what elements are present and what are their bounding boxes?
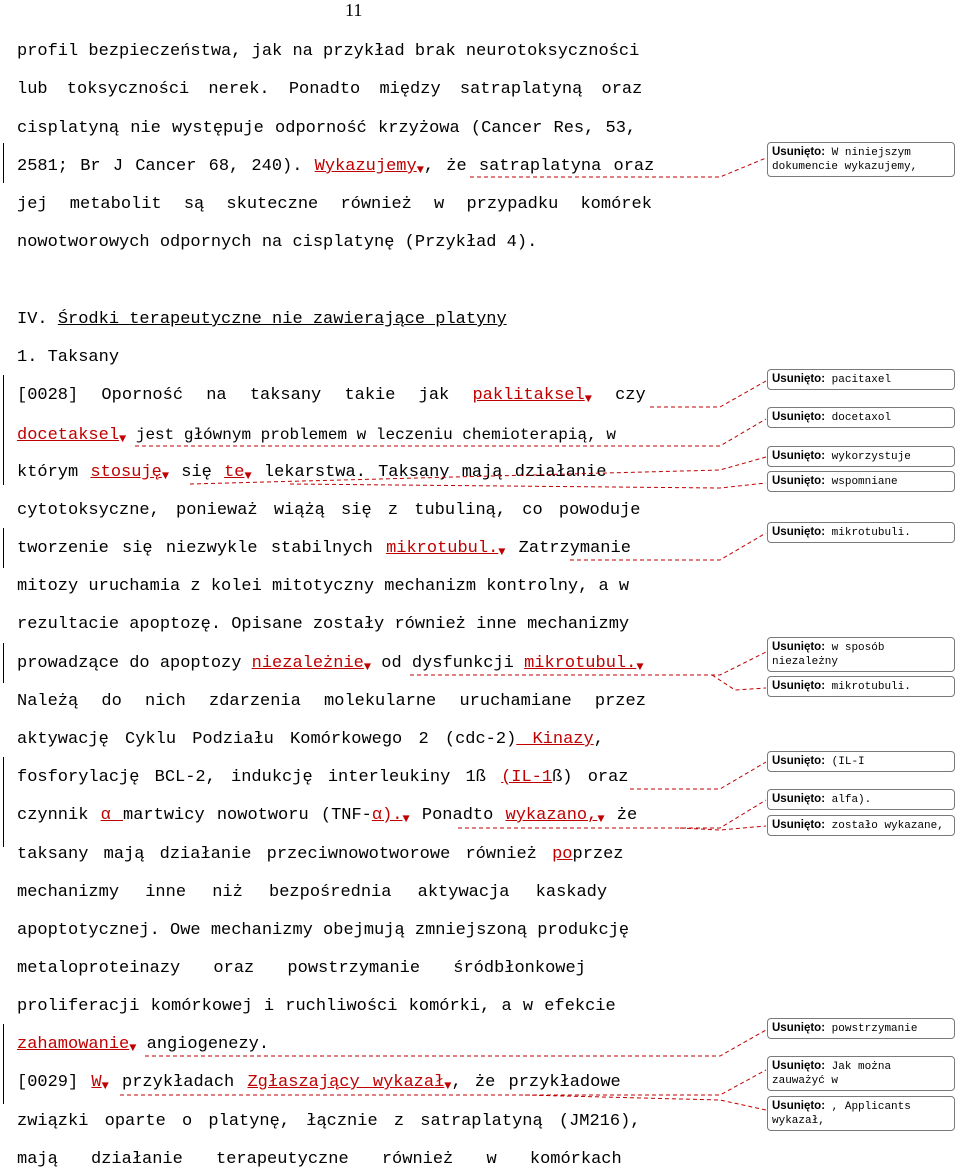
comment-balloon[interactable]: Usunięto: docetaxol [767,407,955,428]
change-bar [3,1024,4,1104]
comment-balloon[interactable]: Usunięto: wykorzystuje [767,446,955,467]
section-heading: IV. Środki terapeutyczne nie zawierające platyny [17,310,507,329]
text-line: prowadzące do apoptozy niezależnie▼ od dysfunkcji mikrotubul.▼ [17,654,644,674]
text-line: aktywację Cyklu Podziału Komórkowego 2 (cdc-2) Kinazy, [17,730,604,749]
comment-balloon[interactable]: Usunięto: alfa). [767,789,955,810]
text-line: mechanizmy inne niż bezpośrednia aktywacja kaskady [17,883,608,902]
text-line: proliferacji komórkowej i ruchliwości komórki, a w efekcie [17,997,616,1016]
comment-balloon[interactable]: Usunięto: Jak można zauważyć w [767,1056,955,1091]
change-bar [3,375,4,485]
text-line: taksany mają działanie przeciwnowotworowe również poprzez [17,845,624,864]
change-bar [3,643,4,683]
change-bar [3,528,4,568]
text-line: nowotworowych odpornych na cisplatynę (Przykład 4). [17,233,538,252]
text-line: lub toksyczności nerek. Ponadto między satraplatyną oraz [17,80,643,99]
comment-balloon[interactable]: Usunięto: powstrzymanie [767,1018,955,1039]
text-line: Należą do nich zdarzenia molekularne uruchamiane przez [17,692,646,711]
comment-balloon[interactable]: Usunięto: , Applicants wykazał, [767,1096,955,1131]
text-line: cisplatyną nie występuje odporność krzyżowa (Cancer Res, 53, [17,119,637,138]
text-line: mają działanie terapeutyczne również w komórkach [17,1150,622,1169]
text-line: 2581; Br J Cancer 68, 240). Wykazujemy▼, że satraplatyna oraz [17,157,655,177]
change-bar [3,143,4,183]
change-bar [3,757,4,847]
text-line: [0028] Oporność na taksany takie jak paklitaksel▼ czy [17,386,646,406]
text-line: docetaksel▼ jest głównym problemem w leczeniu chemioterapią, w [17,426,616,446]
text-line: fosforylację BCL-2, indukcję interleukiny 1ß (IL-1ß) oraz [17,768,629,787]
text-line: rezultacie apoptozę. Opisane zostały również inne mechanizmy [17,615,630,634]
text-line: zahamowanie▼ angiogenezy. [17,1035,270,1055]
comment-balloon[interactable]: Usunięto: zostało wykazane, [767,815,955,836]
text-line: profil bezpieczeństwa, jak na przykład brak neurotoksyczności [17,42,640,61]
page-number: 11 [345,0,363,20]
subsection-heading: 1. Taksany [17,348,120,367]
text-line: apoptotycznej. Owe mechanizmy obejmują zmniejszoną produkcję [17,921,630,940]
text-line: czynnik α martwicy nowotworu (TNF-α).▼ Ponadto wykazano,▼ że [17,806,638,826]
text-line: [0029] W▼ przykładach Zgłaszający wykazał▼, że przykładowe [17,1073,621,1093]
text-line: metaloproteinazy oraz powstrzymanie śródbłonkowej [17,959,586,978]
text-line: tworzenie się niezwykle stabilnych mikrotubul.▼ Zatrzymanie [17,539,631,559]
text-line: jej metabolit są skuteczne również w przypadku komórek [17,195,652,214]
comment-balloon[interactable]: Usunięto: wspomniane [767,471,955,492]
comment-balloon[interactable]: Usunięto: mikrotubuli. [767,676,955,697]
comment-balloon[interactable]: Usunięto: w sposób niezależny [767,637,955,672]
text-line: związki oparte o platynę, łącznie z satraplatyną (JM216), [17,1112,641,1131]
text-line: mitozy uruchamia z kolei mitotyczny mechanizm kontrolny, a w [17,577,630,596]
comment-balloon[interactable]: Usunięto: W niniejszym dokumencie wykazujemy, [767,142,955,177]
comment-balloon[interactable]: Usunięto: (IL-I [767,751,955,772]
comment-balloon[interactable]: Usunięto: mikrotubuli. [767,522,955,543]
text-line: cytotoksyczne, ponieważ wiążą się z tubuliną, co powoduje [17,501,641,520]
comment-balloon[interactable]: Usunięto: pacitaxel [767,369,955,390]
text-line: którym stosuję▼ się te▼ lekarstwa. Taksany mają działanie [17,463,607,483]
